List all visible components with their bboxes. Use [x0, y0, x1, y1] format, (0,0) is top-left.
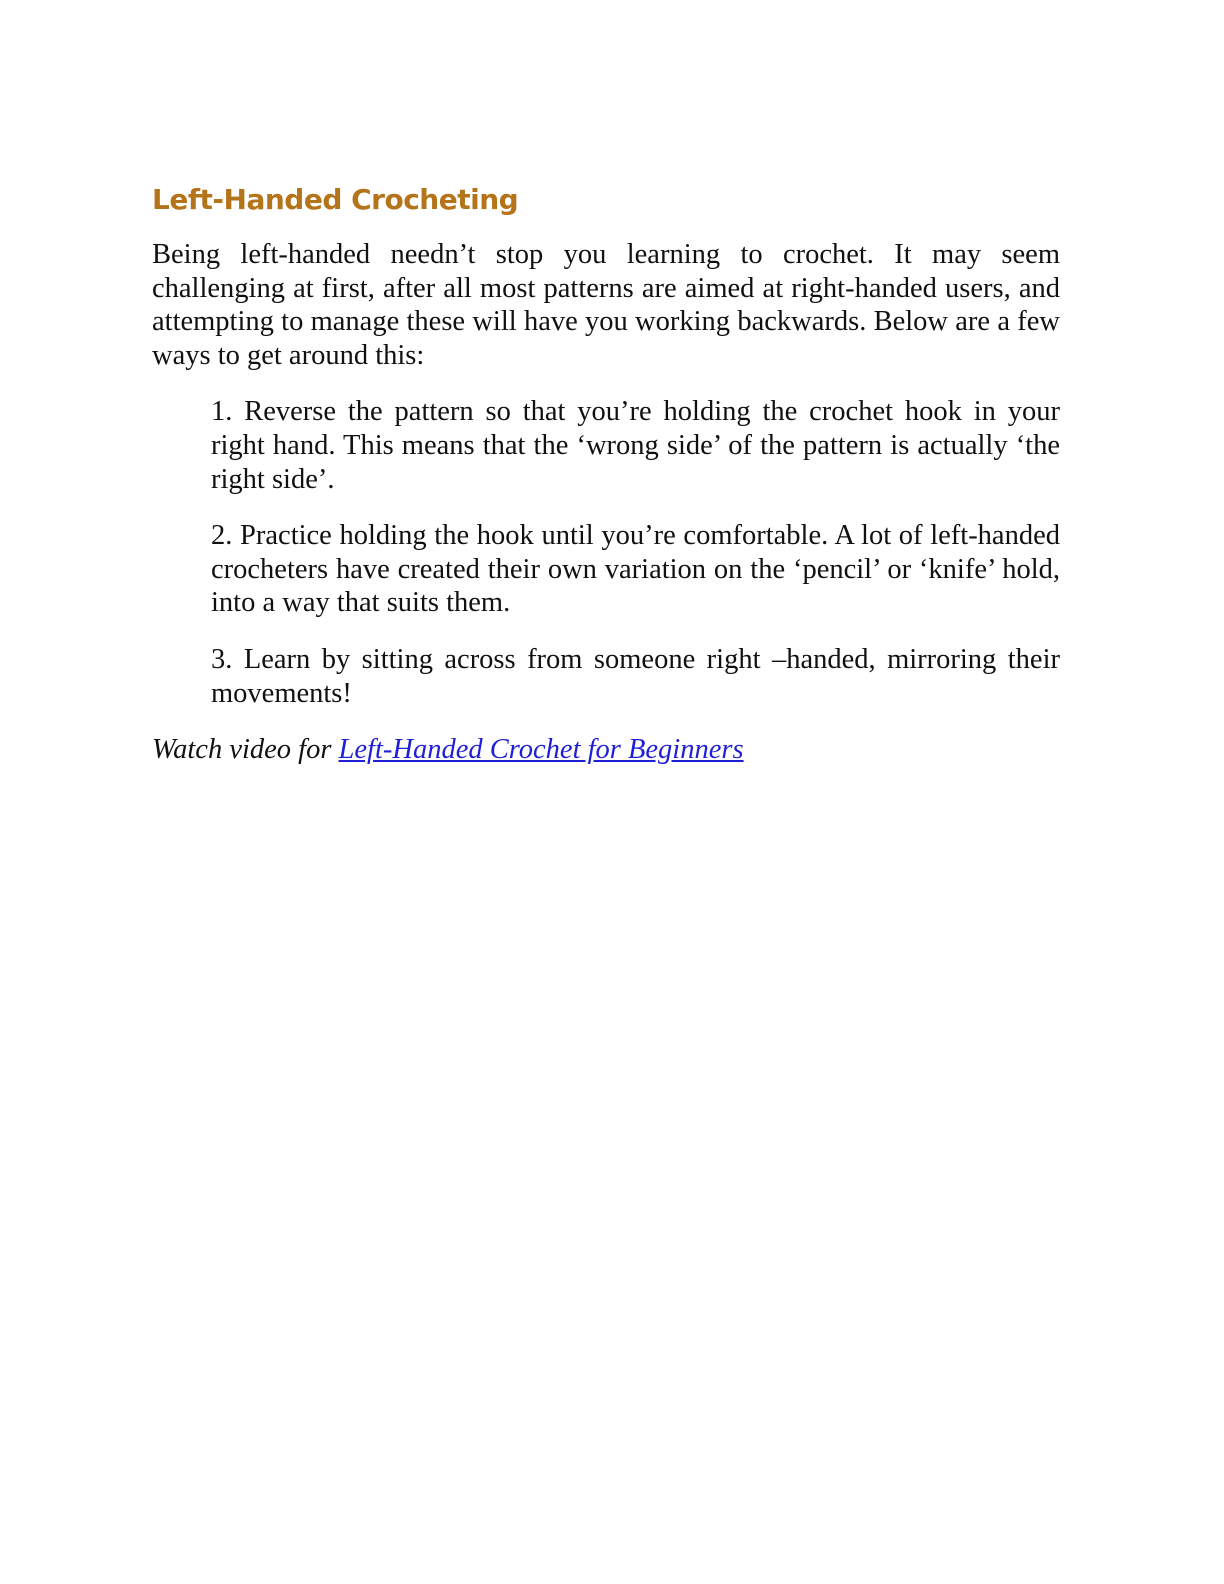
tips-list: [152, 395, 1060, 710]
intro-paragraph: Being left-handed needn’t stop you learning to crochet. It may seem challenging at first, after all most patterns are aimed at right-handed users, and attempting to manage these will have you working backwards. Below are a few ways to get around this:: [152, 239, 1060, 371]
watch-video-line: [152, 733, 1060, 767]
list-item: 1. Reverse the pattern so that you’re holding the crochet hook in your right hand. This means that the ‘wrong side’ of the pattern is actually ‘the right side’.: [211, 396, 1060, 495]
document-page: [152, 176, 1060, 767]
page-title: Left-Handed Crocheting: [152, 183, 519, 216]
list-item: 3. Learn by sitting across from someone right –handed, mirroring their movements!: [211, 643, 1060, 709]
watch-prefix: Watch video for: [152, 734, 339, 766]
list-item: 2. Practice holding the hook until you’re comfortable. A lot of left-handed crocheters have created their own variation on the ‘pencil’ or ‘knife’ hold, into a way that suits them.: [211, 520, 1060, 619]
video-link[interactable]: Left-Handed Crochet for Beginners: [338, 734, 744, 766]
